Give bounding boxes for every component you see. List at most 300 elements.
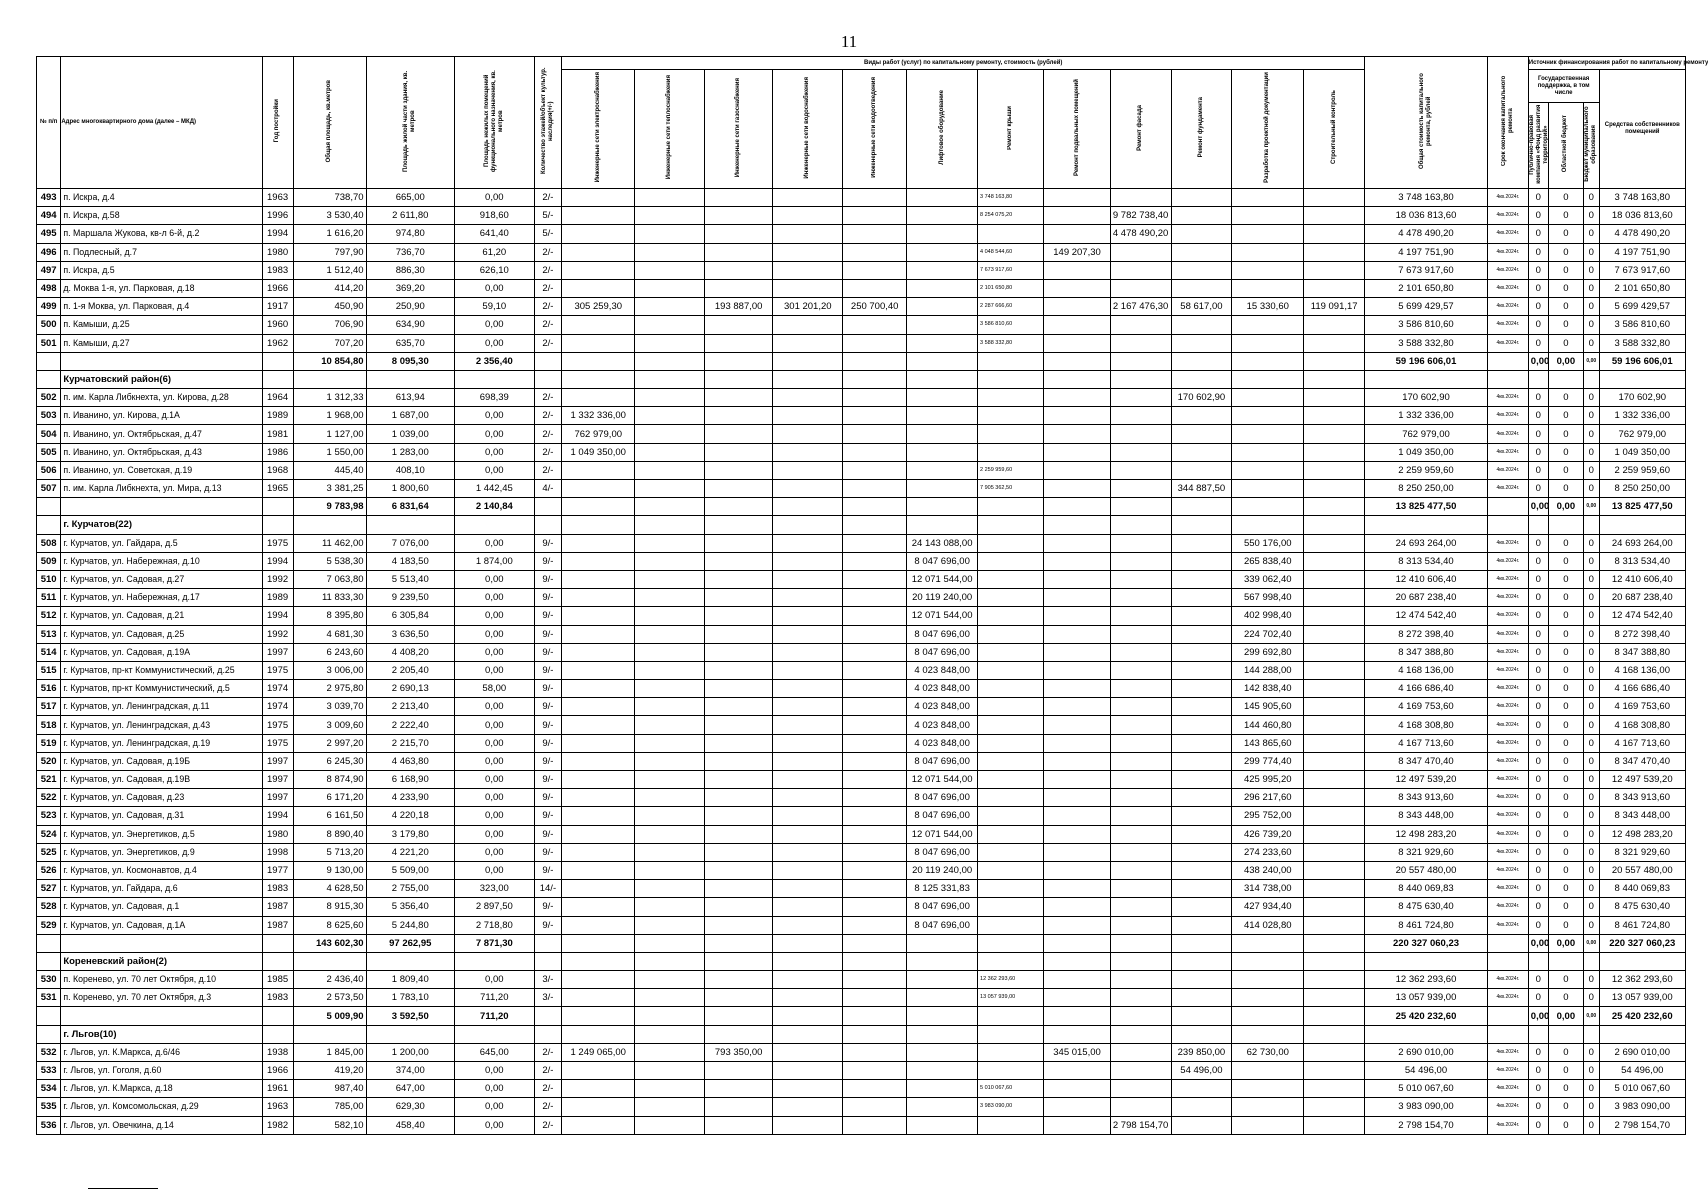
cell-found [1171, 243, 1232, 261]
district-empty [534, 952, 562, 970]
cell-term: 4кв.2024г. [1487, 680, 1528, 698]
cell-el [562, 1098, 635, 1116]
cell-facade [1110, 1098, 1171, 1116]
table-row [37, 880, 1686, 898]
cell-fl: 9/- [534, 807, 562, 825]
cell-reg: 0 [1548, 1098, 1583, 1116]
cell-facade [1110, 570, 1171, 588]
cell-own: 12 410 606,40 [1599, 570, 1685, 588]
cell-n: 507 [37, 480, 61, 498]
cell-docs [1232, 243, 1304, 261]
cell-ctrl [1304, 989, 1365, 1007]
district-empty [1304, 952, 1365, 970]
cell-n: 521 [37, 771, 61, 789]
cell-water [773, 752, 843, 770]
cell-docs: 414 028,80 [1232, 916, 1304, 934]
cell-fl: 2/- [534, 334, 562, 352]
cell-year: 1994 [262, 607, 293, 625]
cell-roof [978, 716, 1044, 734]
cell-term: 4кв.2024г. [1487, 189, 1528, 207]
cell-year: 1968 [262, 461, 293, 479]
cell-facade [1110, 443, 1171, 461]
cell-roof [978, 534, 1044, 552]
cell-cost: 8 347 470,40 [1365, 752, 1488, 770]
subtotal-empty [1110, 1007, 1171, 1025]
table-row [37, 771, 1686, 789]
header-foundation: Ремонт фундамента [1197, 97, 1204, 158]
cell-fund: 0 [1528, 552, 1548, 570]
subtotal-own: 25 420 232,60 [1599, 1007, 1685, 1025]
cell-fund: 0 [1528, 716, 1548, 734]
cell-el [562, 807, 635, 825]
cell-docs [1232, 1080, 1304, 1098]
cell-reg: 0 [1548, 425, 1583, 443]
cell-el [562, 880, 635, 898]
cell-cost: 4 197 751,90 [1365, 243, 1488, 261]
cell-fl: 9/- [534, 570, 562, 588]
header-fund: Публично-правовая компания «Фонд развития территорий» [1528, 104, 1549, 184]
cell-reg: 0 [1548, 461, 1583, 479]
cell-el [562, 1116, 635, 1134]
cell-facade [1110, 589, 1171, 607]
cell-reg: 0 [1548, 298, 1583, 316]
district-empty [262, 370, 293, 388]
cell-fl: 9/- [534, 771, 562, 789]
district-empty [1487, 1025, 1528, 1043]
cell-year: 1980 [262, 243, 293, 261]
cell-base [1044, 589, 1110, 607]
cell-ctrl [1304, 189, 1365, 207]
cell-own: 8 347 388,80 [1599, 643, 1685, 661]
cell-term: 4кв.2024г. [1487, 1062, 1528, 1080]
cell-heat [635, 225, 705, 243]
cell-reg: 0 [1548, 279, 1583, 297]
cell-gas [704, 461, 773, 479]
cell-gas [704, 680, 773, 698]
cell-mun: 0 [1584, 989, 1599, 1007]
cell-own: 3 983 090,00 [1599, 1098, 1685, 1116]
subtotal-living: 3 592,50 [366, 1007, 454, 1025]
cell-heat [635, 698, 705, 716]
table-row [37, 716, 1686, 734]
cell-year: 1975 [262, 534, 293, 552]
cell-heat [635, 1062, 705, 1080]
district-empty [1548, 516, 1583, 534]
cell-found [1171, 752, 1232, 770]
cell-addr: г. Льгов, ул. К.Маркса, д.18 [61, 1080, 262, 1098]
cell-living: 5 509,00 [366, 861, 454, 879]
subtotal-empty [1487, 498, 1528, 516]
cell-el [562, 661, 635, 679]
cell-water [773, 716, 843, 734]
cell-cost: 1 332 336,00 [1365, 407, 1488, 425]
cell-term: 4кв.2024г. [1487, 971, 1528, 989]
cell-drain [843, 716, 907, 734]
cell-heat [635, 243, 705, 261]
cell-fund: 0 [1528, 752, 1548, 770]
cell-year: 1962 [262, 334, 293, 352]
cell-year: 1998 [262, 843, 293, 861]
cell-gas [704, 389, 773, 407]
cell-term: 4кв.2024г. [1487, 752, 1528, 770]
cell-reg: 0 [1548, 552, 1583, 570]
cell-reg: 0 [1548, 1062, 1583, 1080]
cell-lift [907, 1098, 978, 1116]
cell-cost: 170 602,90 [1365, 389, 1488, 407]
cell-addr: г. Курчатов, ул. Энергетиков, д.5 [61, 825, 262, 843]
cell-nonliving: 58,00 [455, 680, 535, 698]
cell-found: 170 602,90 [1171, 389, 1232, 407]
table-row [37, 552, 1686, 570]
district-empty [907, 516, 978, 534]
cell-mun: 0 [1584, 189, 1599, 207]
cell-facade [1110, 698, 1171, 716]
cell-drain [843, 807, 907, 825]
subtotal-own: 59 196 606,01 [1599, 352, 1685, 370]
header-sources-group: Источник финансирования работ по капитальному ремонту [1528, 57, 1685, 70]
subtotal-empty [1304, 1007, 1365, 1025]
cell-total: 6 243,60 [293, 643, 366, 661]
cell-term: 4кв.2024г. [1487, 243, 1528, 261]
subtotal-empty [978, 352, 1044, 370]
cell-roof [978, 389, 1044, 407]
cell-base [1044, 279, 1110, 297]
cell-el [562, 716, 635, 734]
cell-ctrl [1304, 552, 1365, 570]
subtotal-empty [262, 498, 293, 516]
cell-ctrl [1304, 698, 1365, 716]
cell-facade [1110, 1062, 1171, 1080]
cell-cost: 8 440 069,83 [1365, 880, 1488, 898]
subtotal-fund: 0,00 [1528, 498, 1548, 516]
district-empty [1528, 516, 1548, 534]
table-row [37, 189, 1686, 207]
cell-addr: г. Курчатов, ул. Садовая, д.23 [61, 789, 262, 807]
cell-reg: 0 [1548, 771, 1583, 789]
cell-base [1044, 1062, 1110, 1080]
cell-own: 8 321 929,60 [1599, 843, 1685, 861]
cell-addr: п. Иванино, ул. Советская, д.19 [61, 461, 262, 479]
subtotal-empty [978, 1007, 1044, 1025]
cell-total: 419,20 [293, 1062, 366, 1080]
cell-year: 1917 [262, 298, 293, 316]
table-row [37, 1043, 1686, 1061]
cell-roof [978, 734, 1044, 752]
cell-term: 4кв.2024г. [1487, 698, 1528, 716]
district-empty [907, 370, 978, 388]
cell-base: 345 015,00 [1044, 1043, 1110, 1061]
subtotal-empty [37, 1007, 61, 1025]
cell-facade [1110, 1043, 1171, 1061]
cell-water [773, 1098, 843, 1116]
cell-addr: г. Курчатов, ул. Садовая, д.31 [61, 807, 262, 825]
cell-fund: 0 [1528, 680, 1548, 698]
cell-cost: 3 588 332,80 [1365, 334, 1488, 352]
cell-term: 4кв.2024г. [1487, 1080, 1528, 1098]
cell-el [562, 570, 635, 588]
cell-facade [1110, 752, 1171, 770]
cell-gas [704, 316, 773, 334]
cell-docs: 438 240,00 [1232, 861, 1304, 879]
subtotal-empty [978, 934, 1044, 952]
cell-lift [907, 389, 978, 407]
cell-drain [843, 1116, 907, 1134]
cell-addr: г. Курчатов, ул. Садовая, д.19А [61, 643, 262, 661]
cell-ctrl [1304, 461, 1365, 479]
district-empty [1304, 370, 1365, 388]
cell-docs: 62 730,00 [1232, 1043, 1304, 1061]
cell-own: 4 168 308,80 [1599, 716, 1685, 734]
cell-docs: 142 838,40 [1232, 680, 1304, 698]
table-row [37, 752, 1686, 770]
cell-drain [843, 1098, 907, 1116]
cell-living: 4 408,20 [366, 643, 454, 661]
cell-cost: 8 321 929,60 [1365, 843, 1488, 861]
cell-facade [1110, 971, 1171, 989]
cell-fl: 2/- [534, 461, 562, 479]
cell-el [562, 279, 635, 297]
cell-fund: 0 [1528, 261, 1548, 279]
cell-fund: 0 [1528, 607, 1548, 625]
cell-nonliving: 0,00 [455, 625, 535, 643]
cell-year: 1997 [262, 643, 293, 661]
cell-docs [1232, 279, 1304, 297]
cell-year: 1982 [262, 1116, 293, 1134]
cell-lift: 8 047 696,00 [907, 898, 978, 916]
cell-docs: 567 998,40 [1232, 589, 1304, 607]
cell-n: 534 [37, 1080, 61, 1098]
cell-cost: 5 010 067,60 [1365, 1080, 1488, 1098]
cell-docs: 296 217,60 [1232, 789, 1304, 807]
cell-living: 2 215,70 [366, 734, 454, 752]
cell-cost: 54 496,00 [1365, 1062, 1488, 1080]
cell-fund: 0 [1528, 1043, 1548, 1061]
cell-term: 4кв.2024г. [1487, 389, 1528, 407]
cell-found [1171, 261, 1232, 279]
table-row [37, 480, 1686, 498]
cell-lift: 4 023 848,00 [907, 680, 978, 698]
cell-heat [635, 771, 705, 789]
cell-facade [1110, 734, 1171, 752]
cell-total: 785,00 [293, 1098, 366, 1116]
cell-term: 4кв.2024г. [1487, 916, 1528, 934]
cell-own: 7 673 917,60 [1599, 261, 1685, 279]
cell-addr: г. Льгов, ул. К.Маркса, д.6/46 [61, 1043, 262, 1061]
cell-facade [1110, 261, 1171, 279]
cell-cost: 8 313 534,40 [1365, 552, 1488, 570]
cell-nonliving: 0,00 [455, 316, 535, 334]
cell-n: 512 [37, 607, 61, 625]
cell-heat [635, 752, 705, 770]
cell-addr: г. Курчатов, ул. Садовая, д.19В [61, 771, 262, 789]
cell-roof [978, 771, 1044, 789]
cell-fl: 5/- [534, 225, 562, 243]
header-gov-support: Государственная поддержка, в том числе [1528, 70, 1599, 103]
cell-cost: 1 049 350,00 [1365, 443, 1488, 461]
cell-drain [843, 425, 907, 443]
cell-ctrl [1304, 407, 1365, 425]
cell-base [1044, 298, 1110, 316]
district-empty [1584, 952, 1599, 970]
cell-nonliving: 0,00 [455, 1116, 535, 1134]
cell-ctrl [1304, 752, 1365, 770]
cell-heat [635, 789, 705, 807]
cell-water [773, 898, 843, 916]
cell-own: 12 362 293,60 [1599, 971, 1685, 989]
cell-found: 54 496,00 [1171, 1062, 1232, 1080]
subtotal-empty [562, 352, 635, 370]
cell-total: 1 312,33 [293, 389, 366, 407]
cell-gas [704, 334, 773, 352]
cell-living: 3 636,50 [366, 625, 454, 643]
cell-el: 1 249 065,00 [562, 1043, 635, 1061]
cell-term: 4кв.2024г. [1487, 225, 1528, 243]
cell-living: 4 463,80 [366, 752, 454, 770]
cell-roof: 2 287 666,60 [978, 298, 1044, 316]
cell-term: 4кв.2024г. [1487, 461, 1528, 479]
district-empty [293, 1025, 366, 1043]
subtotal-empty [773, 934, 843, 952]
cell-lift [907, 298, 978, 316]
header-construction-control: Строительный контроль [1330, 90, 1337, 165]
cell-lift: 12 071 544,00 [907, 607, 978, 625]
cell-docs: 224 702,40 [1232, 625, 1304, 643]
cell-heat [635, 189, 705, 207]
cell-reg: 0 [1548, 661, 1583, 679]
cell-drain [843, 843, 907, 861]
cell-heat [635, 680, 705, 698]
cell-base [1044, 443, 1110, 461]
district-empty [1487, 516, 1528, 534]
subtotal-empty [1171, 498, 1232, 516]
cell-el [562, 389, 635, 407]
cell-base [1044, 316, 1110, 334]
cell-fl: 9/- [534, 898, 562, 916]
cell-addr: п. Подлесный, д.7 [61, 243, 262, 261]
cell-found [1171, 789, 1232, 807]
cell-year: 1974 [262, 698, 293, 716]
cell-docs: 144 460,80 [1232, 716, 1304, 734]
cell-drain [843, 734, 907, 752]
cell-fund: 0 [1528, 771, 1548, 789]
subtotal-row [37, 352, 1686, 370]
cell-n: 536 [37, 1116, 61, 1134]
district-empty [704, 370, 773, 388]
cell-heat [635, 861, 705, 879]
cell-addr: г. Курчатов, ул. Садовая, д.1А [61, 916, 262, 934]
header-owners-funds: Средства собственников помещений [1599, 70, 1685, 189]
district-empty [1528, 952, 1548, 970]
cell-found [1171, 625, 1232, 643]
cell-water [773, 552, 843, 570]
cell-gas [704, 1098, 773, 1116]
cell-fl: 9/- [534, 643, 562, 661]
table-row [37, 807, 1686, 825]
cell-ctrl [1304, 1043, 1365, 1061]
cell-lift: 8 047 696,00 [907, 643, 978, 661]
cell-n: 505 [37, 443, 61, 461]
cell-roof [978, 607, 1044, 625]
cell-own: 3 748 163,80 [1599, 189, 1685, 207]
cell-found [1171, 1080, 1232, 1098]
cell-year: 1989 [262, 407, 293, 425]
cell-base: 149 207,30 [1044, 243, 1110, 261]
cell-cost: 24 693 264,00 [1365, 534, 1488, 552]
cell-own: 24 693 264,00 [1599, 534, 1685, 552]
cell-fl: 9/- [534, 552, 562, 570]
cell-gas [704, 189, 773, 207]
cell-gas [704, 261, 773, 279]
cell-reg: 0 [1548, 698, 1583, 716]
cell-docs [1232, 1116, 1304, 1134]
cell-nonliving: 0,00 [455, 1062, 535, 1080]
cell-fund: 0 [1528, 570, 1548, 588]
cell-facade [1110, 898, 1171, 916]
cell-mun: 0 [1584, 389, 1599, 407]
cell-year: 1960 [262, 316, 293, 334]
cell-term: 4кв.2024г. [1487, 279, 1528, 297]
cell-ctrl [1304, 734, 1365, 752]
cell-living: 2 222,40 [366, 716, 454, 734]
cell-lift: 4 023 848,00 [907, 661, 978, 679]
cell-roof: 5 010 067,60 [978, 1080, 1044, 1098]
cell-living: 974,80 [366, 225, 454, 243]
cell-nonliving: 626,10 [455, 261, 535, 279]
cell-fl: 9/- [534, 916, 562, 934]
cell-docs: 299 692,80 [1232, 643, 1304, 661]
cell-fund: 0 [1528, 480, 1548, 498]
district-empty [1548, 952, 1583, 970]
cell-lift [907, 443, 978, 461]
district-empty [635, 516, 705, 534]
cell-water [773, 534, 843, 552]
cell-living: 408,10 [366, 461, 454, 479]
cell-mun: 0 [1584, 225, 1599, 243]
cell-ctrl [1304, 971, 1365, 989]
cell-term: 4кв.2024г. [1487, 607, 1528, 625]
cell-drain [843, 189, 907, 207]
subtotal-empty [1304, 934, 1365, 952]
cell-water [773, 243, 843, 261]
cell-facade: 2 798 154,70 [1110, 1116, 1171, 1134]
cell-heat [635, 661, 705, 679]
cell-lift [907, 189, 978, 207]
subtotal-empty [1171, 352, 1232, 370]
cell-base [1044, 698, 1110, 716]
table-row [37, 989, 1686, 1007]
cell-addr: г. Курчатов, ул. Садовая, д.25 [61, 625, 262, 643]
cell-fl: 2/- [534, 189, 562, 207]
subtotal-empty [61, 1007, 262, 1025]
district-empty [262, 516, 293, 534]
cell-drain [843, 534, 907, 552]
cell-lift [907, 316, 978, 334]
cell-living: 4 220,18 [366, 807, 454, 825]
cell-total: 2 436,40 [293, 971, 366, 989]
cell-mun: 0 [1584, 661, 1599, 679]
cell-drain [843, 389, 907, 407]
cell-nonliving: 918,60 [455, 207, 535, 225]
cell-nonliving: 0,00 [455, 189, 535, 207]
cell-own: 5 010 067,60 [1599, 1080, 1685, 1098]
subtotal-empty [907, 498, 978, 516]
cell-total: 11 462,00 [293, 534, 366, 552]
table-row [37, 607, 1686, 625]
cell-gas [704, 607, 773, 625]
cell-water [773, 334, 843, 352]
cell-roof [978, 1062, 1044, 1080]
cell-term: 4кв.2024г. [1487, 298, 1528, 316]
